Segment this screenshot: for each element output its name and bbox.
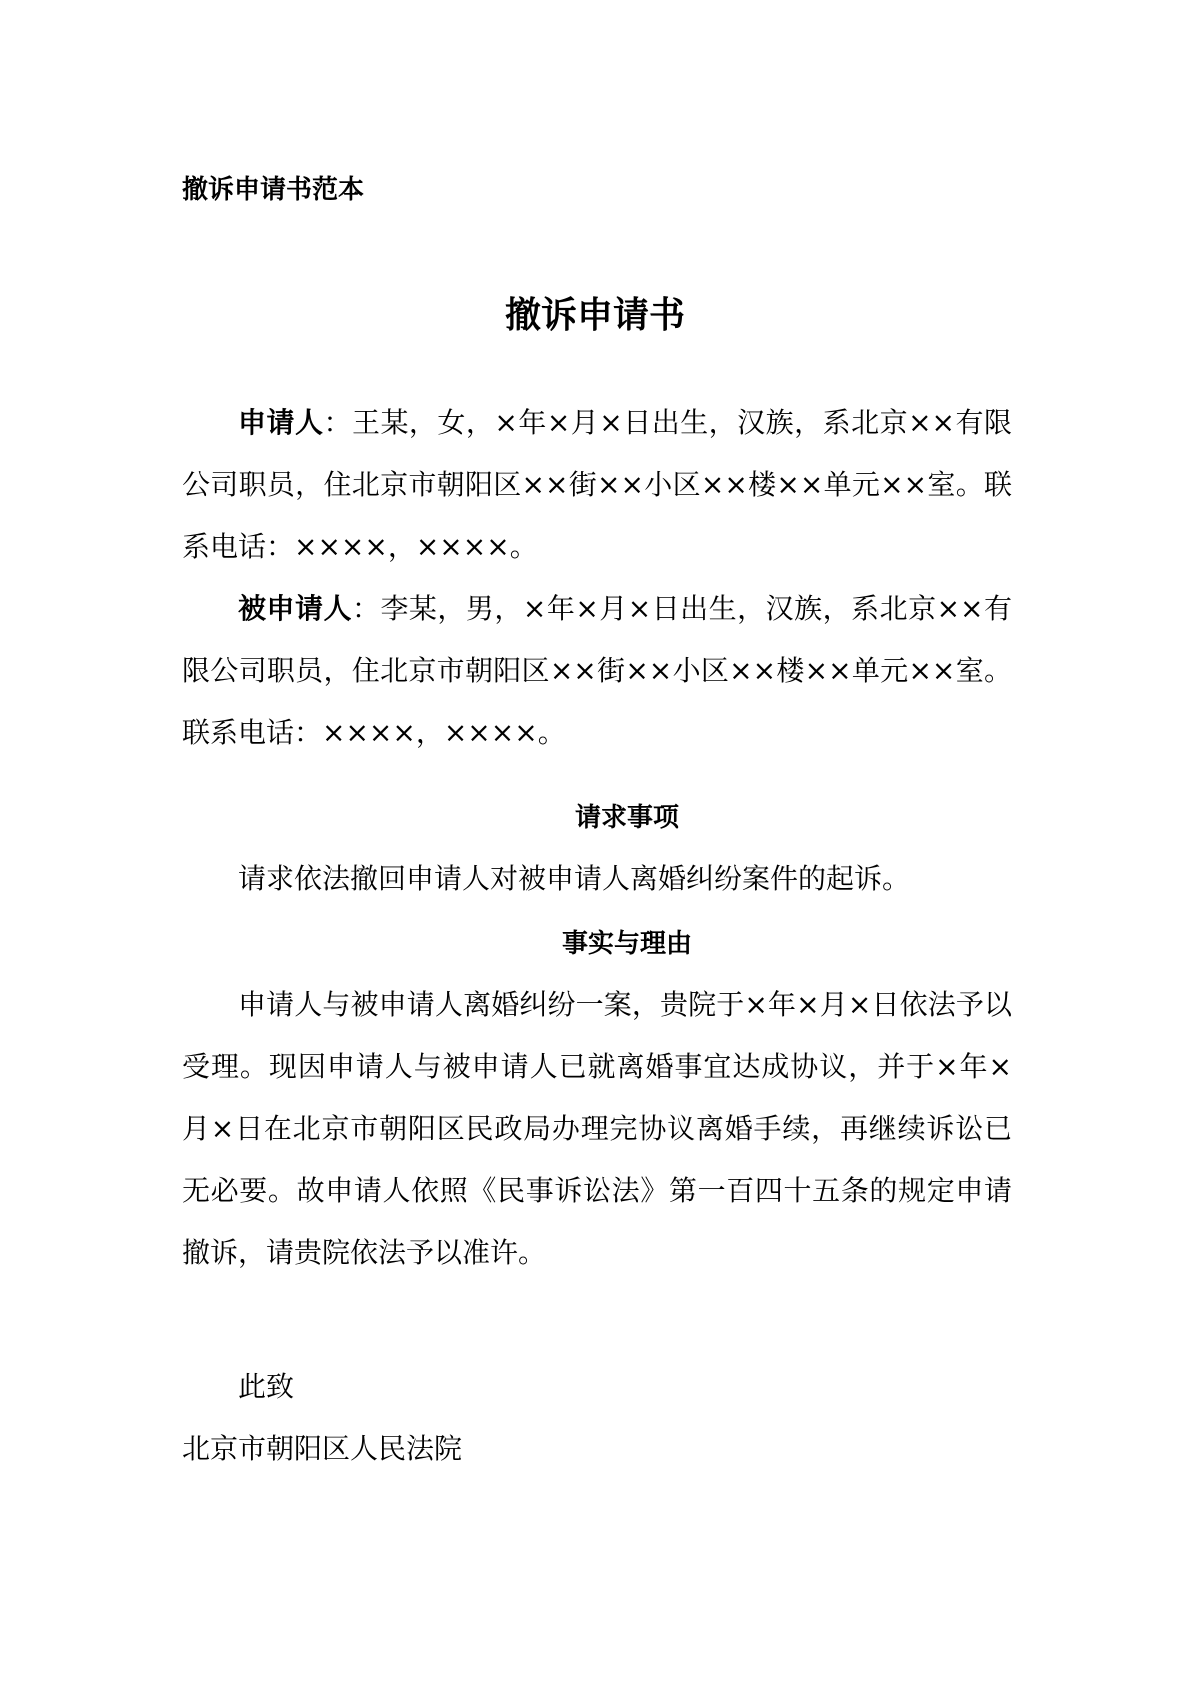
respondent-paragraph: [182, 578, 1012, 764]
respondent-label: 被申请人: [238, 592, 352, 625]
applicant-text: ：王某，女，×年×月×日出生，汉族，系北京××有限公司职员，住北京市朝阳区××街××小区××楼××单元××室。联系电话：××××，××××。: [182, 406, 1012, 563]
applicant-paragraph: [182, 392, 1012, 578]
document-title: 撤诉申请书: [504, 294, 685, 336]
request-paragraph: 请求依法撤回申请人对被申请人离婚纠纷案件的起诉。: [238, 862, 911, 895]
applicant-label: 申请人: [238, 406, 324, 439]
facts-section-title: 事实与理由: [561, 929, 692, 959]
respondent-text: ：李某，男，×年×月×日出生，汉族，系北京××有限公司职员，住北京市朝阳区××街××小区××楼××单元××室。联系电话：××××，××××。: [182, 592, 1012, 749]
closing-salutation: 此致: [238, 1370, 295, 1403]
request-section-title: 请求事项: [574, 803, 679, 833]
closing-recipient: 北京市朝阳区人民法院: [182, 1432, 463, 1465]
document-heading: 撤诉申请书范本: [182, 175, 365, 205]
facts-paragraph: 申请人与被申请人离婚纠纷一案，贵院于×年×月×日依法予以受理。现因申请人与被申请人已就离婚事宜达成协议，并于×年×月×日在北京市朝阳区民政局办理完协议离婚手续，再继续诉讼已无必要。故申请人依照《民事诉讼法》第一百四十五条的规定申请撤诉，请贵院依法予以准许。: [182, 988, 1012, 1269]
